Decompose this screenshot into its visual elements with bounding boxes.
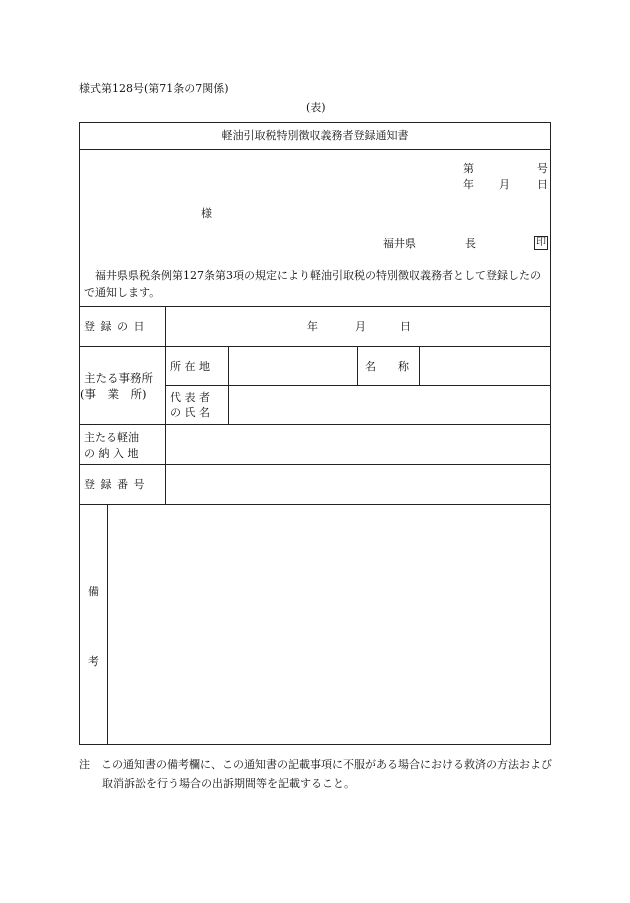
delivery-place-label-sub: の 納 入 地 — [84, 447, 139, 460]
date-year: 年 — [463, 178, 474, 191]
rule-office-mid — [165, 385, 551, 386]
notification-text: 福井県県税条例第127条第3項の規定により軽油引取税の特別徴収義務者として登録したので通知します。 — [84, 269, 541, 299]
rule-reg-date — [79, 346, 551, 347]
remarks-label-1: 備 — [88, 585, 99, 598]
rule-name-right — [419, 346, 420, 385]
rule-label-col — [165, 306, 166, 504]
registration-date-day: 日 — [400, 320, 411, 333]
form-title: 軽油引取税特別徴収義務者登録通知書 — [221, 129, 409, 142]
name-label: 名 称 — [365, 360, 409, 373]
registration-number-label: 登 録 番 号 — [84, 478, 146, 491]
side-label: (表) — [306, 101, 326, 114]
representative-label: 代 表 者 — [170, 391, 210, 404]
delivery-place-label: 主たる軽油 — [84, 431, 139, 444]
main-office-label: 主たる事務所 — [84, 371, 153, 385]
representative-label-sub: の 氏 名 — [170, 406, 210, 419]
number-suffix: 号 — [537, 162, 548, 175]
rule-header — [79, 306, 551, 307]
main-office-label-sub: (事 業 所) — [80, 387, 147, 401]
rule-remarks-col — [107, 504, 108, 745]
location-label: 所 在 地 — [170, 360, 210, 373]
registration-date-month: 月 — [355, 320, 366, 333]
rule-office — [79, 424, 551, 425]
form-number: 様式第128号(第71条の7関係) — [79, 82, 229, 95]
form-table — [79, 122, 551, 745]
footer-note: 注 この通知書の備考欄に、この通知書の記載事項に不服がある場合における救済の方法および取消訴訟を行う場合の出訴期間等を記載すること。 — [79, 758, 552, 790]
rule-title — [79, 149, 551, 150]
rule-reg-number — [79, 504, 551, 505]
addressee-suffix: 様 — [201, 207, 212, 220]
rule-name-left — [357, 346, 358, 385]
date-month: 月 — [499, 178, 510, 191]
rule-sublabel-col — [228, 346, 229, 424]
issuer-prefecture: 福井県 — [383, 237, 416, 250]
issuer-title: 長 — [465, 237, 476, 250]
date-day: 日 — [537, 178, 548, 191]
seal-mark: 印 — [536, 237, 546, 248]
rule-delivery — [79, 464, 551, 465]
registration-date-year: 年 — [307, 320, 318, 333]
remarks-label-2: 考 — [88, 655, 99, 668]
registration-date-label: 登 録 の 日 — [84, 320, 146, 333]
number-prefix: 第 — [463, 162, 474, 175]
